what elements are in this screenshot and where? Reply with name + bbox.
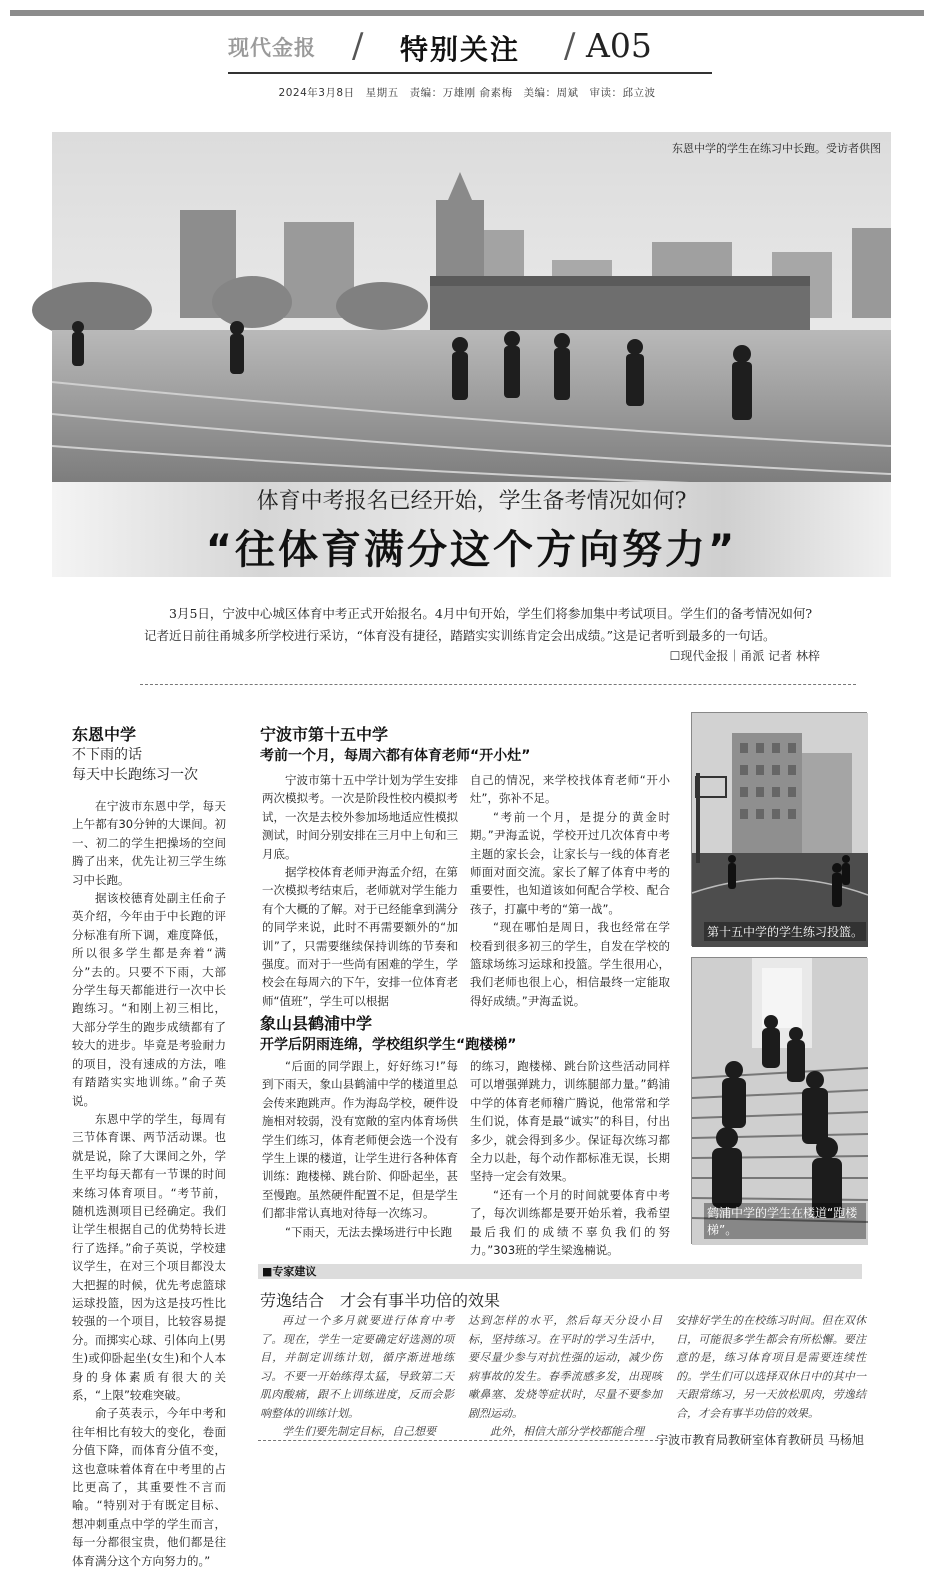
basketball-photo-caption: 第十五中学的学生练习投篮。	[704, 922, 866, 941]
signature-rule	[258, 1440, 668, 1441]
paragraph: 此外，相信大部分学校都能合理	[490, 1425, 644, 1438]
paragraph: “现在哪怕是周日，我也经常在学校看到很多初三的学生，自发在学校的篮球场练习运球和投篮。学生很用心，我们老师也很上心，相信最终一定能取得好成绩。”尹海孟说。	[470, 920, 670, 1008]
ningbo15-header	[260, 722, 680, 765]
basketball-photo	[691, 712, 867, 946]
paragraph: 达到怎样的水平，然后每天分设小目标，坚持练习。在平时的学习生活中，要尽量少参与对抗性强的运动，减少伤病事故的发生。春季流感多发，出现咳嗽鼻塞、发烧等症状时，尽量不要参加剧烈运动。	[468, 1314, 662, 1420]
page-number: A05	[586, 26, 652, 65]
dateline: 2024年3月8日 星期五 责编：万雄刚 俞素梅 美编：周斌 审读：邱立波	[278, 87, 656, 99]
expert-col3	[676, 1312, 866, 1423]
paragraph: 的练习，跑楼梯、跳台阶这些活动同样可以增强弹跳力，训练腿部力量。”鹤浦中学的体育老师稽广腾说，他常常和学生们说，体育是最“诚实”的科目，付出多少，就会得到多少。保证每次练习都全力以赴，每个动作都标准无误，长期坚持一定会有效果。	[470, 1059, 670, 1184]
hepu-col1	[262, 1057, 458, 1241]
hepu-col2	[470, 1057, 670, 1259]
paragraph: 再过一个多月就要进行体育中考了。现在，学生一定要确定好选测的项目，并制定训练计划，循序渐进地练习。不要一开始练得太猛，导致第二天肌肉酸痛，跟不上训练进度，反而会影响整体的训练计划。	[260, 1314, 454, 1420]
paragraph: “后面的同学跟上，好好练习!”每到下雨天，象山县鹤浦中学的楼道里总会传来跑跳声。作为海岛学校，硬件设施相对较弱，没有宽敞的室内体育场供学生们练习，体育老师便会选一个没有学生上课的楼道，让学生进行各种体育训练：跑楼梯、跳台阶、仰卧起坐，甚至慢跑。虽然硬件配置不足，但是学生们都非常认真地对待每一次练习。	[262, 1059, 458, 1221]
stairs-photo	[691, 957, 867, 1244]
masthead-divider: /	[352, 26, 364, 66]
paper-name: 现代金报	[228, 35, 316, 60]
hepu-sub: 开学后阴雨连绵，学校组织学生“跑楼梯”	[260, 1037, 517, 1053]
hepu-header	[260, 1011, 680, 1054]
paragraph: “还有一个月的时间就要体育中考了，每次训练都是要开始乐着，我希望最后我们的成绩不辜负我们的努力。”303班的学生梁逸楠说。	[470, 1187, 670, 1258]
ningbo15-sub: 考前一个月，每周六都有体育老师“开小灶”	[260, 748, 531, 764]
paragraph: 据该校德育处副主任俞子英介绍，今年由于中长跑的评分标准有所下调，难度降低，所以很多学生都是奔着“满分”去的。只要不下雨，大部分学生每天都能进行一次中长跑练习。“和刚上初三相比，大部分学生的跑步成绩都有了较大的进步。毕竟是考验耐力的项目，没有速成的方法，唯有踏踏实实地训练。”俞子英说。	[72, 891, 226, 1108]
dongen-sub1: 不下雨的话	[72, 747, 142, 763]
expert-col2	[468, 1312, 662, 1442]
expert-signature: 宁波市教育局教研室体育教研员 马杨旭	[656, 1433, 864, 1447]
stairs-photo-caption: 鹤浦中学的学生在楼道“跑楼梯”。	[704, 1203, 866, 1239]
paragraph: 东恩中学的学生，每周有三节体育课、两节活动课。也就是说，除了大课间之外，学生平均每天都有一节课的时间来练习体育项目。“考节前，随机选测项目已经确定。我们让学生根据自己的优势特长进行了选择。”俞子英说，学校建议学生，在对三个项目都没太大把握的时候，优先考虑篮球运球投篮，因为这是技巧性比较强的一个项目，比较容易提分。而掷实心球、引体向上(男生)或仰卧起坐(女生)和个人本身的身体素质有很大的关系，“上限”较难突破。	[72, 1111, 226, 1402]
ningbo15-col2	[470, 771, 670, 1010]
ningbo15-school: 宁波市第十五中学	[260, 725, 389, 744]
paragraph: 在宁波市东恩中学，每天上午都有30分钟的大课间。初一、初二的学生把操场的空间腾了出来，优先让初三学生练习中长跑。	[72, 799, 226, 887]
dongen-header	[72, 722, 232, 785]
paragraph: 据学校体育老师尹海孟介绍，在第一次模拟考结束后，老师就对学生能力有个大概的了解。对于已经能拿到满分的同学来说，此时不再需要额外的“加训”了，只需要继续保持训练的节奏和强度。而对于一些尚有困难的学生，学校会在每周六的下午，安排一位体育老师“值班”，学生可以根据	[262, 865, 458, 1008]
expert-title: 劳逸结合 才会有事半功倍的效果	[260, 1291, 501, 1310]
expert-col1	[260, 1312, 454, 1442]
stairwell-image	[692, 958, 868, 1245]
headline-subtitle: 体育中考报名已经开始，学生备考情况如何?	[256, 489, 687, 514]
paragraph: 自己的情况，来学校找体育老师“开小灶”，弥补不足。	[470, 773, 670, 806]
masthead-divider: /	[564, 26, 576, 66]
headline-block	[52, 482, 891, 577]
paragraph: 宁波市第十五中学计划为学生安排两次模拟考。一次是阶段性校内模拟考试，一次是去校外参加场地适应性模拟测试，时间分别安排在三月中上旬和三月底。	[262, 773, 458, 861]
expert-tag-bar	[258, 1264, 862, 1279]
dongen-school: 东恩中学	[72, 725, 137, 744]
paragraph: 俞子英表示，今年中考和往年相比有较大的变化，卷面分值下降，而体育分值不变，这也意味着体育在中考里的占比更高了，其重要性不言而喻。“特别对于有既定目标、想冲刺重点中学的学生而言，每一分都很宝贵，他们都是往体育满分这个方向努力的。”	[72, 1406, 226, 1568]
top-rule	[10, 10, 924, 16]
expert-tag: ■专家建议	[262, 1265, 317, 1278]
running-track-photo	[52, 132, 891, 482]
headline-title: “往体育满分这个方向努力”	[205, 527, 738, 573]
paragraph: “下雨天，无法去操场进行中长跑	[285, 1224, 452, 1239]
section-title: 特别关注	[400, 33, 521, 66]
masthead	[228, 26, 712, 74]
lede-paragraph: 3月5日，宁波中心城区体育中考正式开始报名。4月中旬开始，学生们将参加集中考试项目。学生们的备考情况如何?记者近日前往甬城多所学校进行采访，“体育没有捷径，踏踏实实训练肯定会出成绩。”这是记者听到最多的一句话。	[144, 606, 813, 643]
paragraph: 学生们要先制定目标，自己想要	[282, 1425, 436, 1438]
byline: ☐现代金报｜甬派 记者 林梓	[669, 649, 820, 663]
main-photo	[52, 132, 891, 482]
dongen-sub2: 每天中长跑练习一次	[72, 767, 198, 783]
main-photo-caption: 东恩中学的学生在练习中长跑。受访者供图	[672, 142, 881, 155]
dongen-article	[72, 797, 226, 1570]
separator	[140, 684, 856, 685]
ningbo15-col1	[262, 771, 458, 1010]
paragraph: “考前一个月，是提分的黄金时期。”尹海孟说，学校开过几次体育中考主题的家长会，让家长与一线的体育老师面对面交流。家长了解了体育中考的重要性，也知道该如何配合学校、配合孩子，打赢中考的“第一战”。	[470, 809, 670, 916]
paragraph: 安排好学生的在校练习时间。但在双休日，可能很多学生都会有所松懈。要注意的是，练习体育项目是需要连续性的。学生们可以选择双休日中的其中一天跟常练习，另一天放松肌肉，劳逸结合，才会有事半功倍的效果。	[676, 1314, 866, 1420]
basketball-court-image	[692, 713, 868, 947]
hepu-school: 象山县鹤浦中学	[260, 1014, 373, 1033]
